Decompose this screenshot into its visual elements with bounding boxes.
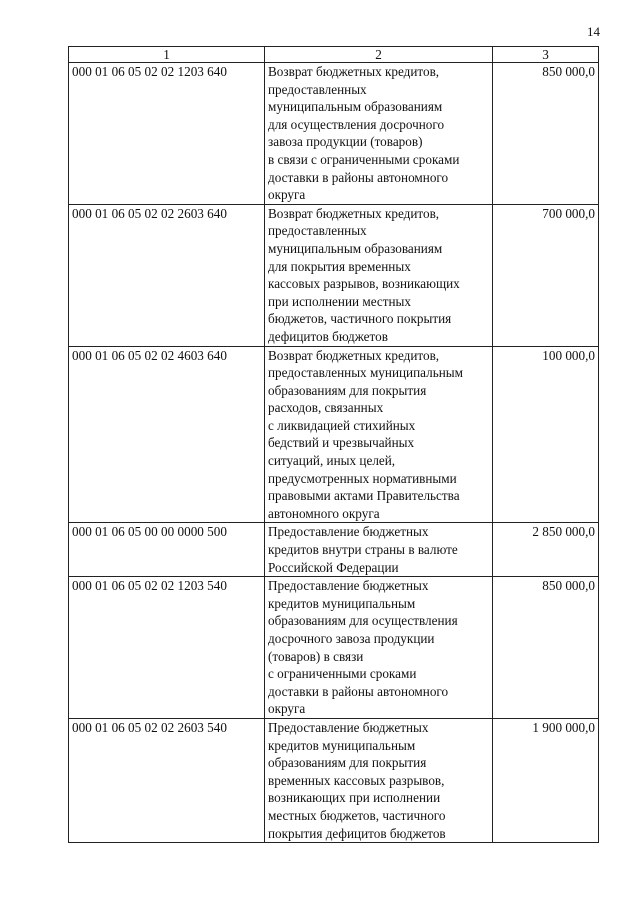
column-header-amount: 3 bbox=[493, 47, 599, 63]
budget-code-cell: 000 01 06 05 02 02 2603 540 bbox=[69, 718, 265, 842]
description-line: при исполнении местных bbox=[268, 293, 412, 309]
amount-cell: 1 900 000,0 bbox=[493, 718, 599, 842]
description-line: предоставленных bbox=[268, 81, 367, 97]
description-line: для осуществления досрочного bbox=[268, 116, 445, 132]
column-header-description: 2 bbox=[265, 47, 493, 63]
description-line: завоза продукции (товаров) bbox=[268, 134, 423, 150]
table-row bbox=[69, 346, 599, 523]
description-line: покрытия дефицитов бюджетов bbox=[268, 825, 446, 841]
table-row bbox=[69, 204, 599, 346]
description-line: автономного округа bbox=[268, 505, 380, 521]
description-line: кредитов внутри страны в валюте bbox=[268, 542, 458, 558]
description-line: кассовых разрывов, возникающих bbox=[268, 276, 460, 292]
description-line: бюджетов, частичного покрытия bbox=[268, 311, 452, 327]
budget-code-cell: 000 01 06 05 02 02 4603 640 bbox=[69, 346, 265, 523]
budget-code-cell: 000 01 06 05 02 02 2603 640 bbox=[69, 204, 265, 346]
budget-table bbox=[68, 46, 599, 843]
description-cell bbox=[265, 63, 493, 205]
header-row bbox=[69, 47, 599, 63]
description-line: Российской Федерации bbox=[268, 559, 399, 575]
description-cell bbox=[265, 718, 493, 842]
description-line: предоставленных муниципальным bbox=[268, 365, 463, 381]
description-line: Возврат бюджетных кредитов, bbox=[268, 64, 440, 79]
description-line: доставки в районы автономного bbox=[268, 683, 449, 699]
description-line: ситуаций, иных целей, bbox=[268, 453, 396, 469]
description-line: с ограниченными сроками bbox=[268, 666, 417, 682]
description-line: в связи с ограниченными сроками bbox=[268, 151, 460, 167]
amount-cell: 100 000,0 bbox=[493, 346, 599, 523]
description-line: Предоставление бюджетных bbox=[268, 578, 429, 594]
budget-code-cell: 000 01 06 05 00 00 0000 500 bbox=[69, 523, 265, 577]
amount-cell: 700 000,0 bbox=[493, 204, 599, 346]
amount-cell: 2 850 000,0 bbox=[493, 523, 599, 577]
description-cell bbox=[265, 577, 493, 719]
description-line: округа bbox=[268, 187, 306, 203]
description-line: бедствий и чрезвычайных bbox=[268, 435, 415, 451]
description-line: местных бюджетов, частичного bbox=[268, 807, 446, 823]
budget-code-cell: 000 01 06 05 02 02 1203 640 bbox=[69, 63, 265, 205]
description-line: временных кассовых разрывов, bbox=[268, 772, 445, 788]
description-line: доставки в районы автономного bbox=[268, 169, 449, 185]
page-number: 14 bbox=[587, 24, 600, 39]
description-line: Возврат бюджетных кредитов, bbox=[268, 205, 440, 221]
description-line: предоставленных bbox=[268, 223, 367, 239]
description-line: (товаров) в связи bbox=[268, 648, 364, 664]
description-cell bbox=[265, 346, 493, 523]
description-line: для покрытия временных bbox=[268, 258, 411, 274]
description-line: кредитов муниципальным bbox=[268, 595, 416, 611]
description-line: предусмотренных нормативными bbox=[268, 470, 457, 486]
description-cell bbox=[265, 204, 493, 346]
table-row bbox=[69, 63, 599, 205]
description-line: муниципальным образованиям bbox=[268, 99, 443, 115]
description-line: правовыми актами Правительства bbox=[268, 488, 460, 504]
table-row bbox=[69, 523, 599, 577]
description-line: расходов, связанных bbox=[268, 400, 384, 416]
description-line: Возврат бюджетных кредитов, bbox=[268, 347, 440, 363]
description-line: округа bbox=[268, 701, 306, 717]
description-line: муниципальным образованиям bbox=[268, 240, 443, 256]
budget-code-cell: 000 01 06 05 02 02 1203 540 bbox=[69, 577, 265, 719]
amount-cell: 850 000,0 bbox=[493, 577, 599, 719]
table-row bbox=[69, 577, 599, 719]
column-header-code: 1 bbox=[69, 47, 265, 63]
description-line: образованиям для покрытия bbox=[268, 755, 427, 771]
table-row bbox=[69, 718, 599, 842]
description-cell bbox=[265, 523, 493, 577]
description-line: возникающих при исполнении bbox=[268, 790, 441, 806]
amount-cell: 850 000,0 bbox=[493, 63, 599, 205]
description-line: кредитов муниципальным bbox=[268, 737, 416, 753]
description-line: дефицитов бюджетов bbox=[268, 328, 388, 344]
description-line: образованиям для покрытия bbox=[268, 382, 427, 398]
description-line: Предоставление бюджетных bbox=[268, 524, 429, 540]
description-line: Предоставление бюджетных bbox=[268, 719, 429, 735]
description-line: досрочного завоза продукции bbox=[268, 631, 435, 646]
description-line: образованиям для осуществления bbox=[268, 613, 458, 629]
description-line: с ликвидацией стихийных bbox=[268, 417, 416, 433]
